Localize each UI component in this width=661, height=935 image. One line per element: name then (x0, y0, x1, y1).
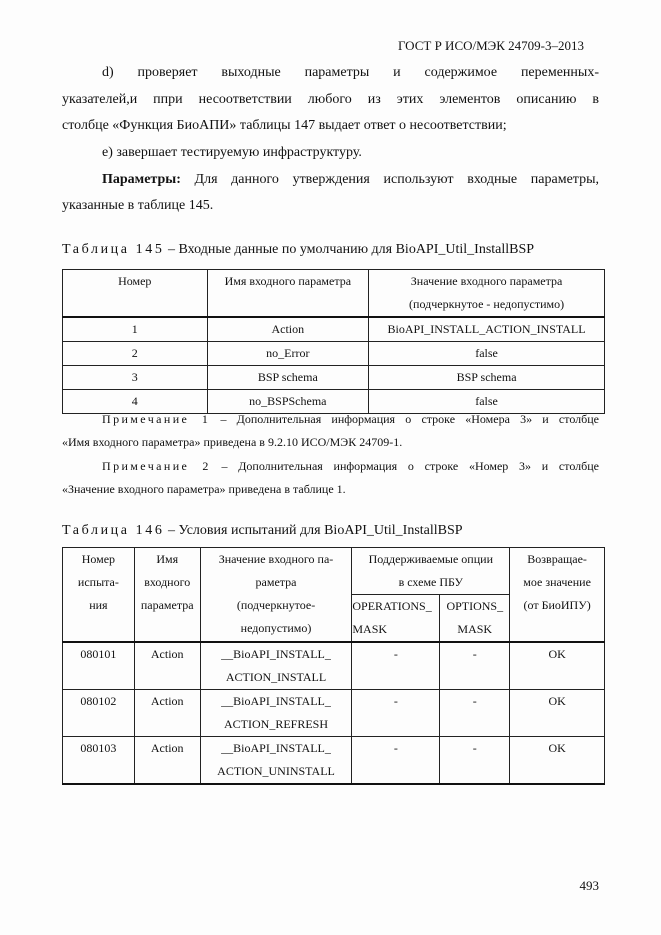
params-text: Для данного утверждения используют входные параметры, (180, 172, 599, 187)
table-cell: no_Error (207, 342, 369, 366)
table-cell: __BioAPI_INSTALL_ ACTION_UNINSTALL (200, 737, 352, 785)
params-label: Параметры: (102, 172, 181, 187)
table-146 (62, 547, 605, 785)
header-return-value: Возвращае- мое значение (от БиоИПУ) (510, 548, 605, 643)
header-supported-options: Поддерживаемые опции в схеме ПБУ (352, 548, 510, 595)
table-cell: __BioAPI_INSTALL_ ACTION_REFRESH (200, 690, 352, 737)
table-cell: Action (134, 737, 200, 785)
table-cell: - (352, 737, 440, 785)
header-param-value: Значение входного па- раметра (подчеркнутое- недопустимо) (200, 548, 352, 643)
note-1-line2: «Имя входного параметра» приведена в 9.2.10 ИСО/МЭК 24709-1. (62, 435, 403, 449)
table-cell: Action (134, 642, 200, 690)
table-cell: Action (134, 690, 200, 737)
table-145-label: Таблица 145 (62, 242, 165, 257)
table-row (63, 366, 605, 390)
table-145-caption (62, 242, 534, 258)
table-row (63, 342, 605, 366)
table-cell: - (440, 737, 510, 785)
paragraph-d-line2: указателей,и ппри несоответствии любого из этих элементов описанию в (62, 92, 599, 107)
paragraph-params-line2: указанные в таблице 145. (62, 198, 214, 213)
table-cell: - (352, 642, 440, 690)
header-number: Номер (63, 270, 208, 318)
note-1-line1: Примечание 1 – Дополнительная информация о строке «Номера 3» и столбце (102, 412, 600, 426)
table-row (63, 642, 605, 690)
table-cell: Action (207, 317, 369, 342)
table-cell: OK (510, 737, 605, 785)
table-cell: BioAPI_INSTALL_ACTION_INSTALL (369, 317, 605, 342)
table-145-title: – Входные данные по умолчанию для BioAPI_Util_InstallBSP (164, 242, 535, 257)
table-cell: BSP schema (369, 366, 605, 390)
header-param-name: Имя входного параметра (207, 270, 369, 318)
header-param-name: Имя входного параметра (134, 548, 200, 643)
paragraph-d-line3: столбце «Функция БиоАПИ» таблицы 147 выдает ответ о несоответствии; (62, 118, 507, 133)
table-146-caption (62, 523, 463, 539)
table-cell: - (440, 690, 510, 737)
table-cell: 080101 (63, 642, 135, 690)
table-146-title: – Условия испытаний для BioAPI_Util_InstallBSP (164, 523, 463, 538)
page-number: 493 (579, 878, 599, 893)
header-test-number: Номер испыта- ния (63, 548, 135, 643)
table-cell: 2 (63, 342, 208, 366)
paragraph-params-line1 (62, 167, 599, 193)
paragraph-d-line1: d) проверяет выходные параметры и содержимое переменных- (102, 65, 599, 80)
table-cell: 080103 (63, 737, 135, 785)
table-cell: false (369, 342, 605, 366)
table-header-row (63, 270, 605, 318)
table-cell: 3 (63, 366, 208, 390)
header-param-value: Значение входного параметра (подчеркнутое - недопустимо) (369, 270, 605, 318)
table-cell: no_BSPSchema (207, 390, 369, 414)
table-cell: OK (510, 690, 605, 737)
table-cell: OK (510, 642, 605, 690)
table-row (63, 317, 605, 342)
table-cell: false (369, 390, 605, 414)
header-operations-mask: OPERATIONS_ MASK (352, 595, 440, 643)
table-cell: 1 (63, 317, 208, 342)
table-row (63, 690, 605, 737)
note-2-line2: «Значение входного параметра» приведена в таблице 1. (62, 482, 346, 496)
table-cell: BSP schema (207, 366, 369, 390)
paragraph-e: e) завершает тестируемую инфраструктуру. (102, 145, 362, 160)
table-cell: - (440, 642, 510, 690)
table-146-label: Таблица 146 (62, 523, 165, 538)
table-cell: - (352, 690, 440, 737)
header-options-mask: OPTIONS_ MASK (440, 595, 510, 643)
table-145 (62, 269, 605, 414)
document-header: ГОСТ Р ИСО/МЭК 24709-3–2013 (397, 38, 584, 53)
table-cell: 4 (63, 390, 208, 414)
note-2-line1: Примечание 2 – Дополнительная информация о строке «Номер 3» и столбце (102, 459, 600, 473)
table-cell: 080102 (63, 690, 135, 737)
table-cell: __BioAPI_INSTALL_ ACTION_INSTALL (200, 642, 352, 690)
table-header-row (63, 548, 605, 595)
table-row (63, 737, 605, 785)
